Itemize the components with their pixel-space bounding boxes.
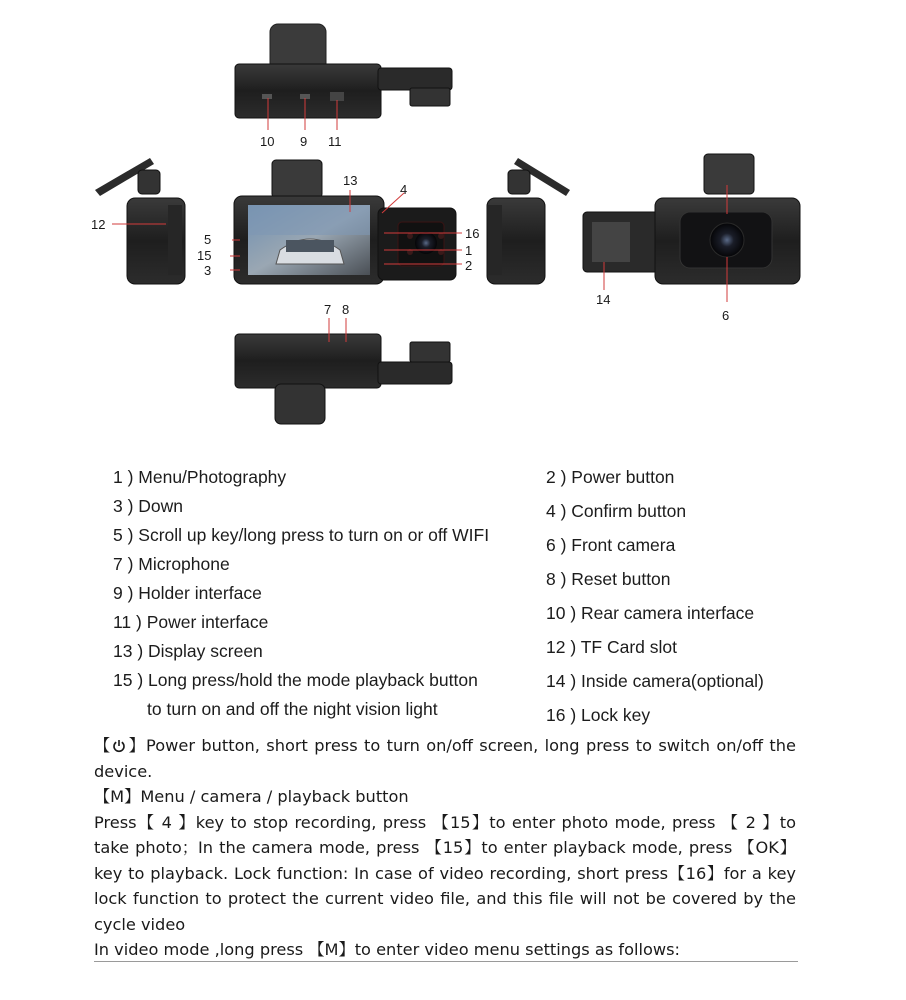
callout-1: 1	[465, 243, 473, 258]
part-item: 1 ) Menu/Photography	[113, 467, 287, 487]
callout-10: 10	[260, 134, 275, 149]
callout-11: 11	[328, 134, 342, 149]
callout-9: 9	[300, 134, 308, 149]
part-item: 7 ) Microphone	[113, 554, 230, 574]
bottom-divider	[94, 961, 798, 962]
instructions-text	[94, 733, 796, 963]
callout-15: 15	[197, 248, 212, 263]
part-item: 10 ) Rear camera interface	[546, 603, 755, 623]
part-item: 12 ) TF Card slot	[546, 637, 677, 657]
part-item: 4 ) Confirm button	[546, 501, 687, 521]
back-view	[583, 154, 800, 302]
callout-14: 14	[596, 292, 611, 307]
part-item: 11 ) Power interface	[113, 612, 269, 632]
part-item: 16 ) Lock key	[546, 705, 651, 725]
video-mode-paragraph: In video mode ,long press 【M】to enter video menu settings as follows:	[94, 940, 681, 959]
power-button-text: 】Power button, short press to turn on/off screen, long press to switch on/off the device.	[94, 736, 796, 781]
callout-12: 12	[91, 217, 106, 232]
callout-3: 3	[204, 263, 212, 278]
callout-13: 13	[343, 173, 358, 188]
callout-2: 2	[465, 258, 473, 273]
callout-5: 5	[204, 232, 212, 247]
power-icon	[112, 735, 126, 749]
part-item: 5 ) Scroll up key/long press to turn on or off WIFI	[113, 525, 490, 545]
press-paragraph: Press【 4 】key to stop recording, press 【15】to enter photo mode, press 【 2 】to take photo；In the camera mode, press 【15】to enter playback mode, press 【OK】key to playback. Lock function: In case of video recording, short press【16】for a key lock function to protect the current video file, and this file will not be covered by the cycle video	[94, 812, 796, 934]
part-item-continuation: to turn on and off the night vision light	[147, 699, 438, 719]
device-diagram	[0, 0, 906, 440]
callout-6: 6	[722, 308, 730, 323]
part-item: 13 ) Display screen	[113, 641, 263, 661]
part-item: 8 ) Reset button	[546, 569, 671, 589]
part-item: 2 ) Power button	[546, 467, 675, 487]
left-side-view	[95, 158, 185, 284]
menu-button-paragraph: 【M】Menu / camera / playback button	[94, 787, 409, 806]
part-item: 6 ) Front camera	[546, 535, 676, 555]
part-item: 15 ) Long press/hold the mode playback button	[113, 670, 478, 690]
callout-4: 4	[400, 182, 408, 197]
right-side-view	[487, 158, 570, 284]
part-item: 3 ) Down	[113, 496, 184, 516]
power-button-paragraph	[94, 733, 796, 784]
callout-16: 16	[465, 226, 480, 241]
part-item: 9 ) Holder interface	[113, 583, 262, 603]
part-item: 14 ) Inside camera(optional)	[546, 671, 764, 691]
top-view	[235, 24, 452, 130]
dashcam-views-drawing	[0, 0, 906, 440]
callout-8: 8	[342, 302, 350, 317]
callout-7: 7	[324, 302, 332, 317]
bracket-open: 【	[94, 736, 112, 755]
bottom-view	[235, 318, 452, 424]
